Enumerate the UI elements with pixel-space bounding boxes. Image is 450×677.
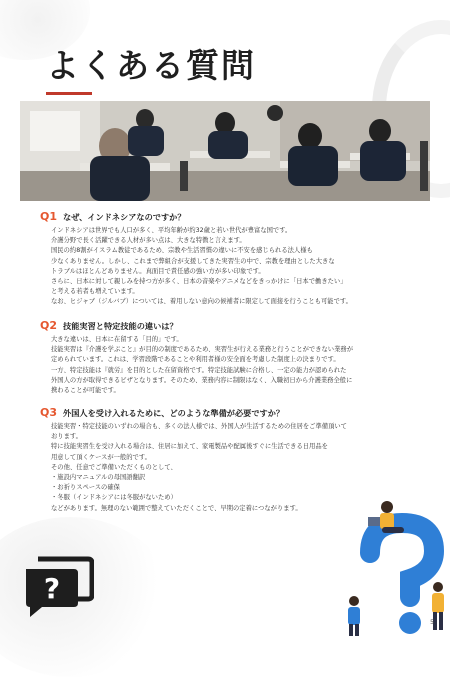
answer-line: トラブルはほとんどありません。真面目で責任感の強い方が多い印象です。 <box>51 267 265 275</box>
question-number: Q3 <box>40 406 58 419</box>
answer-line: 外国人の方が取得できるビザとなります。そのため、業務内容に制限はなく、入職初日から介護業務全般に <box>51 376 353 384</box>
answer-line: などがあります。無理のない範囲で整えていただくことで、早期の定着につながります。 <box>51 504 302 512</box>
answer-line: さらに、日本に対して親しみを持つ方が多く、日本の音楽やアニメなどをきっかけに「日本で働きたい」 <box>51 278 347 286</box>
question-row <box>40 406 428 419</box>
question-row <box>40 319 428 332</box>
question-number: Q1 <box>40 210 58 223</box>
answer-line: その他、任意でご準備いただくものとして、 <box>51 463 177 471</box>
answer-line: 大きな違いは、日本に在留する「目的」です。 <box>51 336 183 343</box>
answer-line: と考える若者も増えています。 <box>51 288 139 296</box>
answer-line: 定められています。これは、学習段階であることや利用者様の安全面を考慮した制度上の決まりです。 <box>51 356 340 364</box>
answer-line: 国民の約8割がイスラム教徒であるため、宗教や生活習慣の違いに不安を感じられる法人様も <box>51 247 313 255</box>
answer-text <box>51 335 428 396</box>
question-chat-icon <box>22 553 94 623</box>
title-underline <box>46 92 92 95</box>
answer-text <box>51 226 428 308</box>
classroom-photo <box>20 101 430 201</box>
answer-line: インドネシアは世界でも人口が多く、平均年齢が約32歳と若い世代が豊富な国です。 <box>51 227 292 234</box>
answer-line: ・お祈りスペースの確保 <box>51 484 120 492</box>
page-number: 5 <box>430 619 434 626</box>
page-title: よくある質問 <box>46 46 256 85</box>
svg-text:?: ? <box>43 572 61 605</box>
answer-line: 一方、特定技能は『就労』を目的とした在留資格です。特定技能試験に合格し、一定の能力が認められた <box>51 366 347 374</box>
answer-line: ・冬服（インドネシアには冬服がないため） <box>51 494 177 502</box>
question-text: 技能実習と特定技能の違いは？ <box>63 321 178 331</box>
answer-line: 特に技能実習生を受け入れる場合は、住居に加えて、家電製品や配属後すぐに生活できる日用品を <box>51 443 328 451</box>
answer-line: 用意して頂くケースが一般的です。 <box>51 453 151 461</box>
qa-item-2 <box>40 319 428 396</box>
question-row <box>40 210 428 223</box>
qa-item-1 <box>40 210 428 308</box>
answer-line: おります。 <box>51 433 82 441</box>
answer-line: 携わることが可能です。 <box>51 387 120 395</box>
answer-line: 技能実習・特定技能のいずれの場合も、多くの法人様では、外国人が生活するための住居をご準備頂いて <box>51 423 347 430</box>
answer-line: 介護分野で長く活躍できる人材が多い点は、大きな特徴と言えます。 <box>51 237 246 245</box>
question-number: Q2 <box>40 319 58 332</box>
answer-line: 少なくありません。しかし、これまで弊組合が支援してきた実習生の中で、宗教を理由とした大きな <box>51 257 335 265</box>
answer-line: 技能実習は『介護を学ぶこと』が目的の制度であるため、実習生が行える業務と行うことができない業務が <box>51 346 353 354</box>
answer-line: ・施設内マニュアルの母国語翻訳 <box>51 474 146 482</box>
question-text: 外国人を受け入れるために、どのような準備が必要ですか？ <box>63 408 285 418</box>
answer-line: なお、ヒジャブ（ジルバブ）については、着用しない意向の候補者に限定して面接を行うことも可能です。 <box>51 298 352 306</box>
question-text: なぜ、インドネシアなのですか？ <box>63 212 186 222</box>
